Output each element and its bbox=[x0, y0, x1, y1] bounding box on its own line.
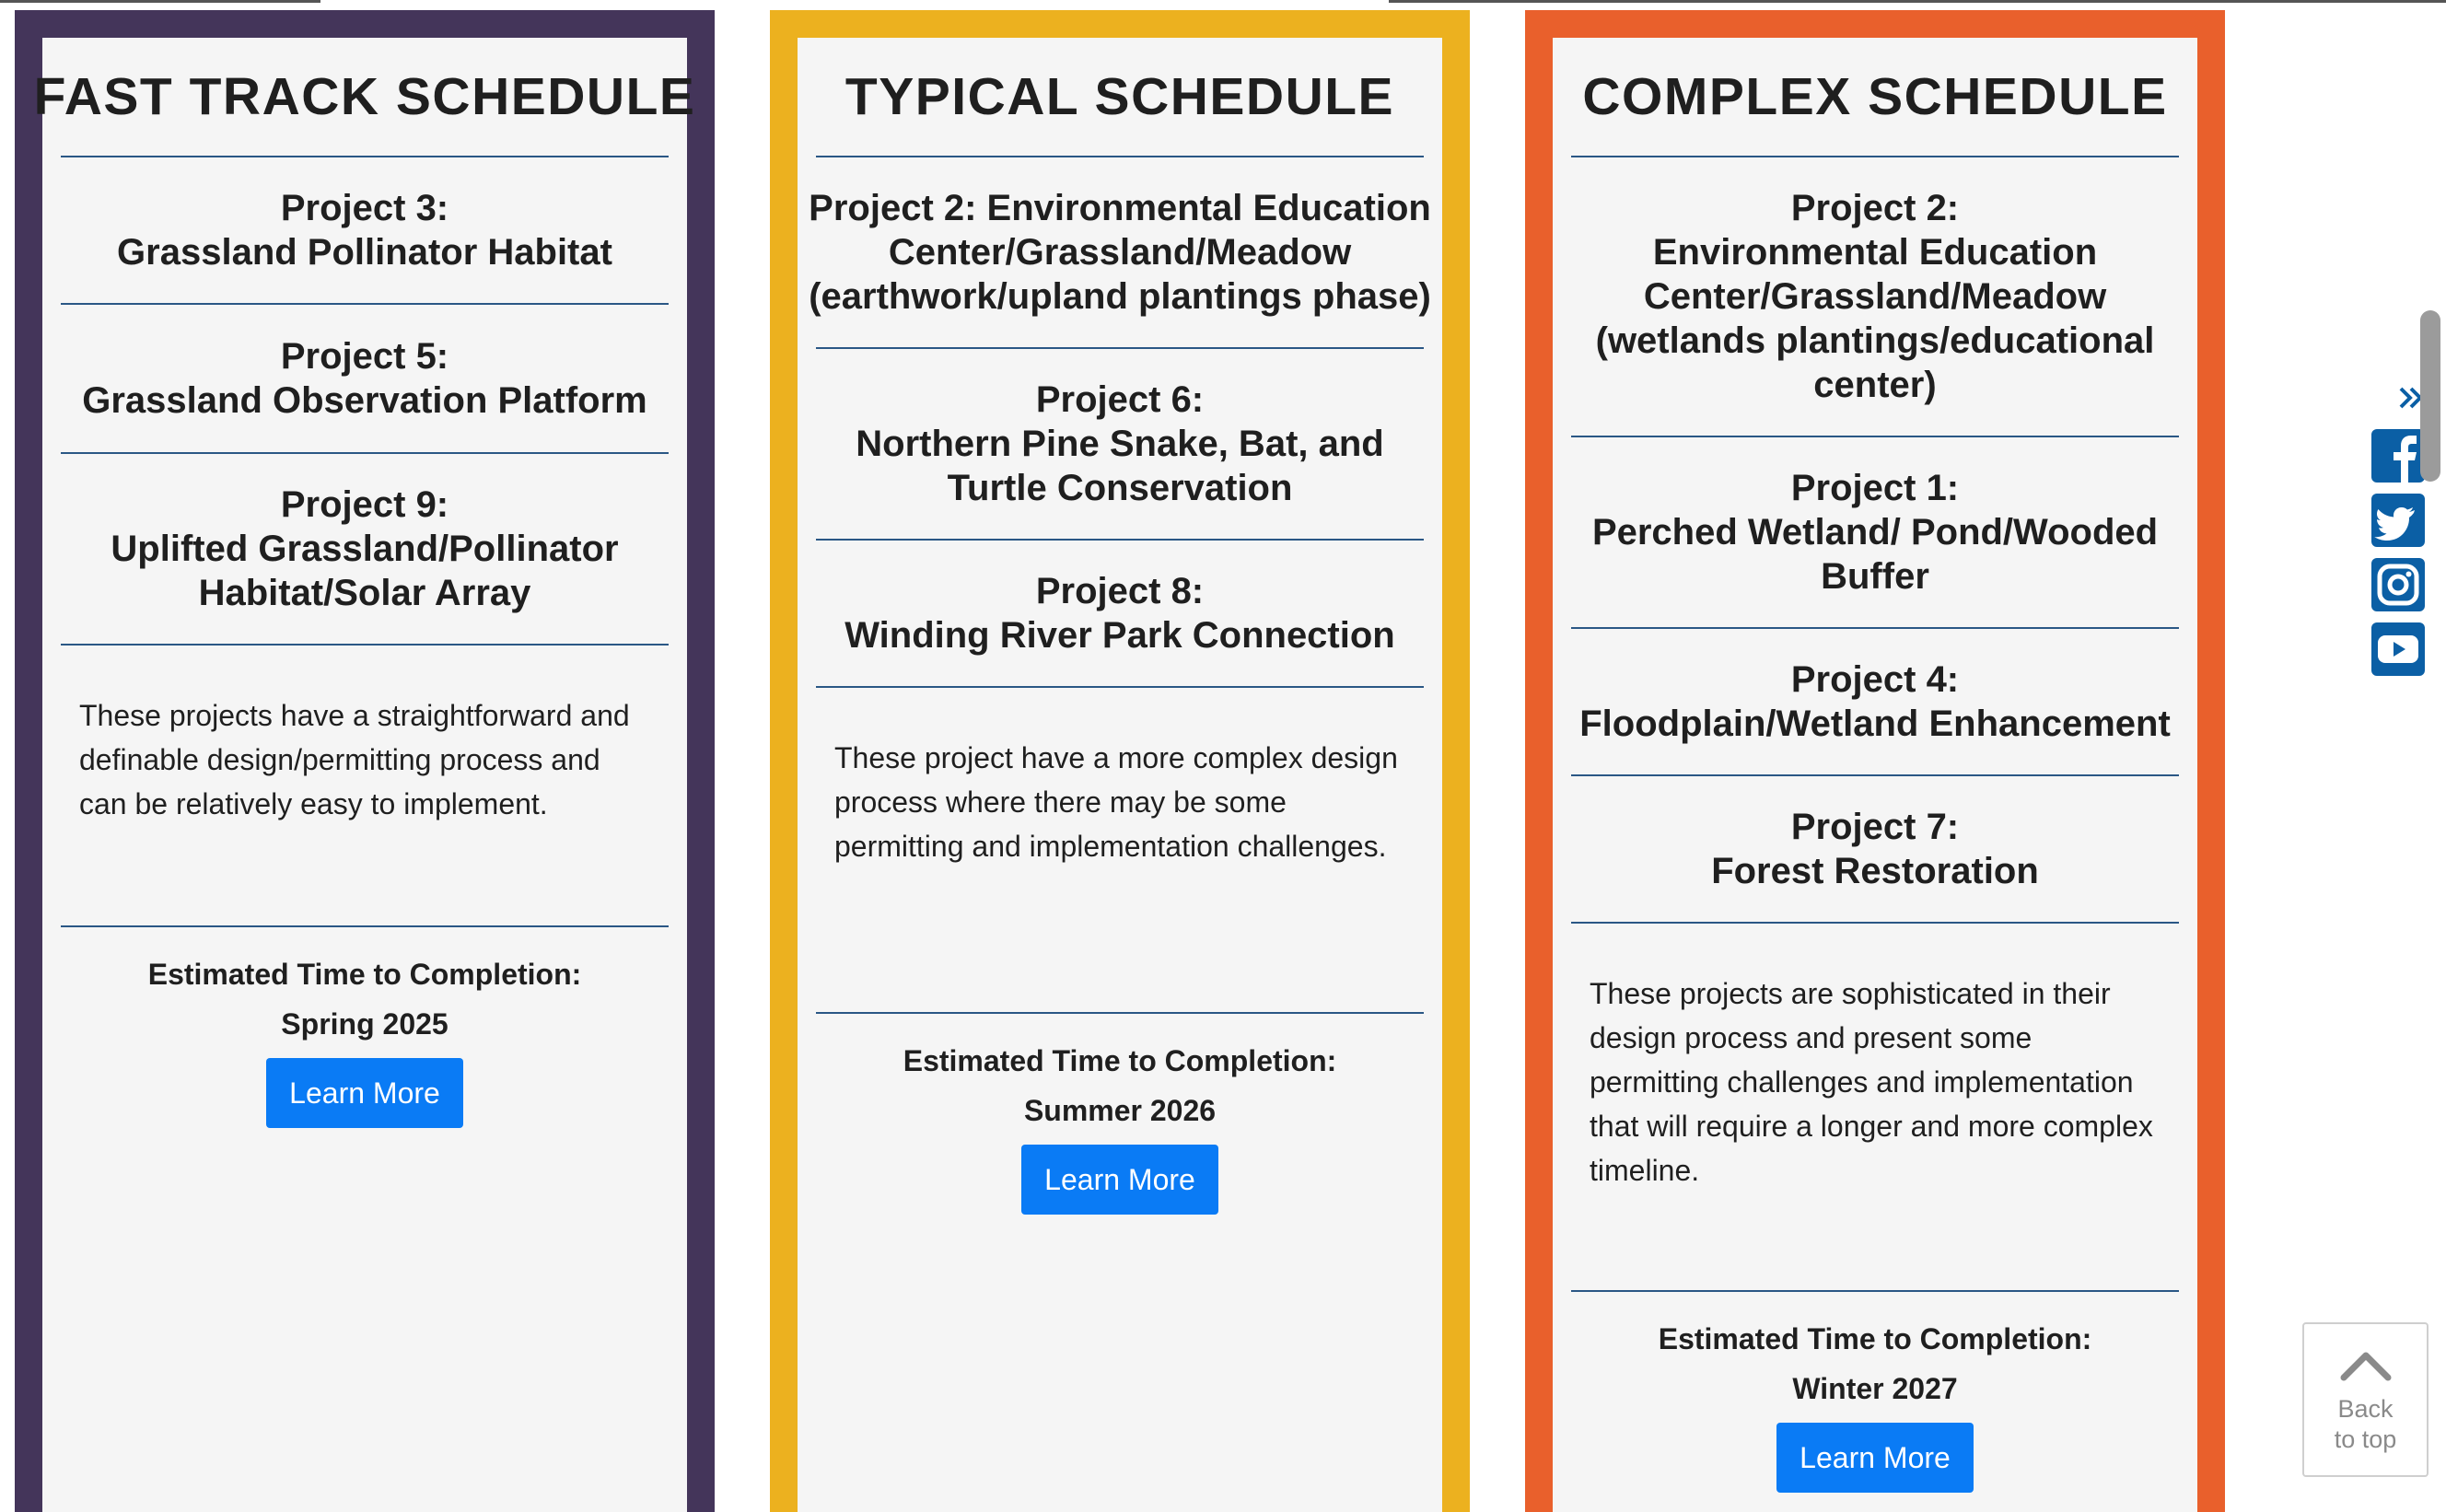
estimate-label: Estimated Time to Completion: bbox=[903, 1044, 1337, 1077]
youtube-icon[interactable] bbox=[2371, 622, 2425, 676]
project-item bbox=[798, 349, 1442, 539]
project-item bbox=[42, 305, 687, 452]
project-name: Northern Pine Snake, Bat, and Turtle Conservation bbox=[856, 424, 1384, 508]
project-item bbox=[798, 541, 1442, 686]
project-number: Project 7: bbox=[1790, 807, 1960, 847]
facebook-icon[interactable] bbox=[2371, 429, 2425, 483]
project-number: Project 4: bbox=[1790, 659, 1960, 700]
project-item bbox=[1553, 776, 2197, 922]
complex-column bbox=[1525, 10, 2225, 1512]
project-name: Perched Wetland/ Pond/Wooded Buffer bbox=[1591, 512, 2159, 597]
project-item bbox=[798, 157, 1442, 347]
back-to-top-label-line1: Back bbox=[2337, 1395, 2394, 1423]
project-name: Grassland Observation Platform bbox=[82, 380, 647, 421]
project-item bbox=[1553, 157, 2197, 436]
project-name: Forest Restoration bbox=[1711, 851, 2039, 891]
twitter-icon[interactable] bbox=[2371, 494, 2425, 547]
schedule-description: These projects are sophisticated in their design process and present some permitting challenges and implementation that will require a longer and more complex timeline. bbox=[1590, 977, 2153, 1187]
project-name: Grassland Pollinator Habitat bbox=[117, 232, 612, 273]
chevron-up-icon bbox=[2338, 1348, 2394, 1383]
learn-more-button[interactable]: Learn More bbox=[1021, 1145, 1218, 1215]
top-border-line bbox=[0, 0, 2446, 3]
scrollbar-thumb[interactable] bbox=[2420, 310, 2440, 482]
project-item bbox=[42, 157, 687, 303]
completion-estimate bbox=[42, 927, 687, 1128]
project-name: Floodplain/Wetland Enhancement bbox=[1579, 704, 2171, 744]
project-number: Project 9: bbox=[280, 484, 449, 525]
schedule-description: These projects have a straightforward and definable design/permitting process and can be relatively easy to implement. bbox=[79, 699, 630, 820]
typical-card bbox=[798, 38, 1442, 1512]
schedule-description: These project have a more complex design process where there may be some permitting and implementation challenges. bbox=[834, 741, 1398, 863]
fast-track-column bbox=[15, 10, 715, 1512]
typical-column bbox=[770, 10, 1470, 1512]
project-number: Project 5: bbox=[280, 336, 449, 377]
fast-track-card bbox=[33, 38, 696, 1512]
project-item bbox=[1553, 437, 2197, 627]
project-number: Project 6: bbox=[1035, 379, 1205, 420]
project-name: Environmental Education Center/Grassland/Meadow (wetlands plantings/educational center) bbox=[1595, 232, 2155, 405]
estimate-value: Spring 2025 bbox=[281, 1007, 448, 1041]
project-number: Project 2: Environmental Education Center/Grassland/Meadow (earthwork/upland plantings phase) bbox=[809, 188, 1431, 317]
back-to-top-label-line2: to top bbox=[2334, 1425, 2397, 1453]
project-name: Uplifted Grassland/Pollinator Habitat/Solar Array bbox=[111, 529, 619, 613]
typical-heading: TYPICAL SCHEDULE bbox=[844, 67, 1395, 126]
estimate-value: Summer 2026 bbox=[1023, 1094, 1217, 1127]
project-item bbox=[42, 454, 687, 644]
instagram-icon[interactable] bbox=[2371, 558, 2425, 611]
complex-heading: COMPLEX SCHEDULE bbox=[1582, 67, 2168, 126]
back-to-top-button[interactable] bbox=[2302, 1322, 2429, 1477]
learn-more-button[interactable]: Learn More bbox=[266, 1058, 463, 1128]
project-number: Project 3: bbox=[280, 188, 449, 228]
estimate-label: Estimated Time to Completion: bbox=[1658, 1322, 2092, 1355]
learn-more-button[interactable]: Learn More bbox=[1776, 1423, 1974, 1493]
estimate-label: Estimated Time to Completion: bbox=[147, 958, 582, 991]
complex-card bbox=[1553, 38, 2197, 1512]
estimate-value: Winter 2027 bbox=[1792, 1372, 1958, 1405]
completion-estimate bbox=[798, 1014, 1442, 1215]
project-item bbox=[1553, 629, 2197, 774]
project-number: Project 8: bbox=[1035, 571, 1205, 611]
top-border-gap bbox=[320, 0, 1389, 3]
fast-track-heading: FAST TRACK SCHEDULE bbox=[33, 67, 696, 126]
completion-estimate bbox=[1553, 1292, 2197, 1493]
project-number: Project 2: bbox=[1790, 188, 1960, 228]
project-name: Winding River Park Connection bbox=[844, 615, 1395, 656]
project-number: Project 1: bbox=[1790, 468, 1960, 508]
